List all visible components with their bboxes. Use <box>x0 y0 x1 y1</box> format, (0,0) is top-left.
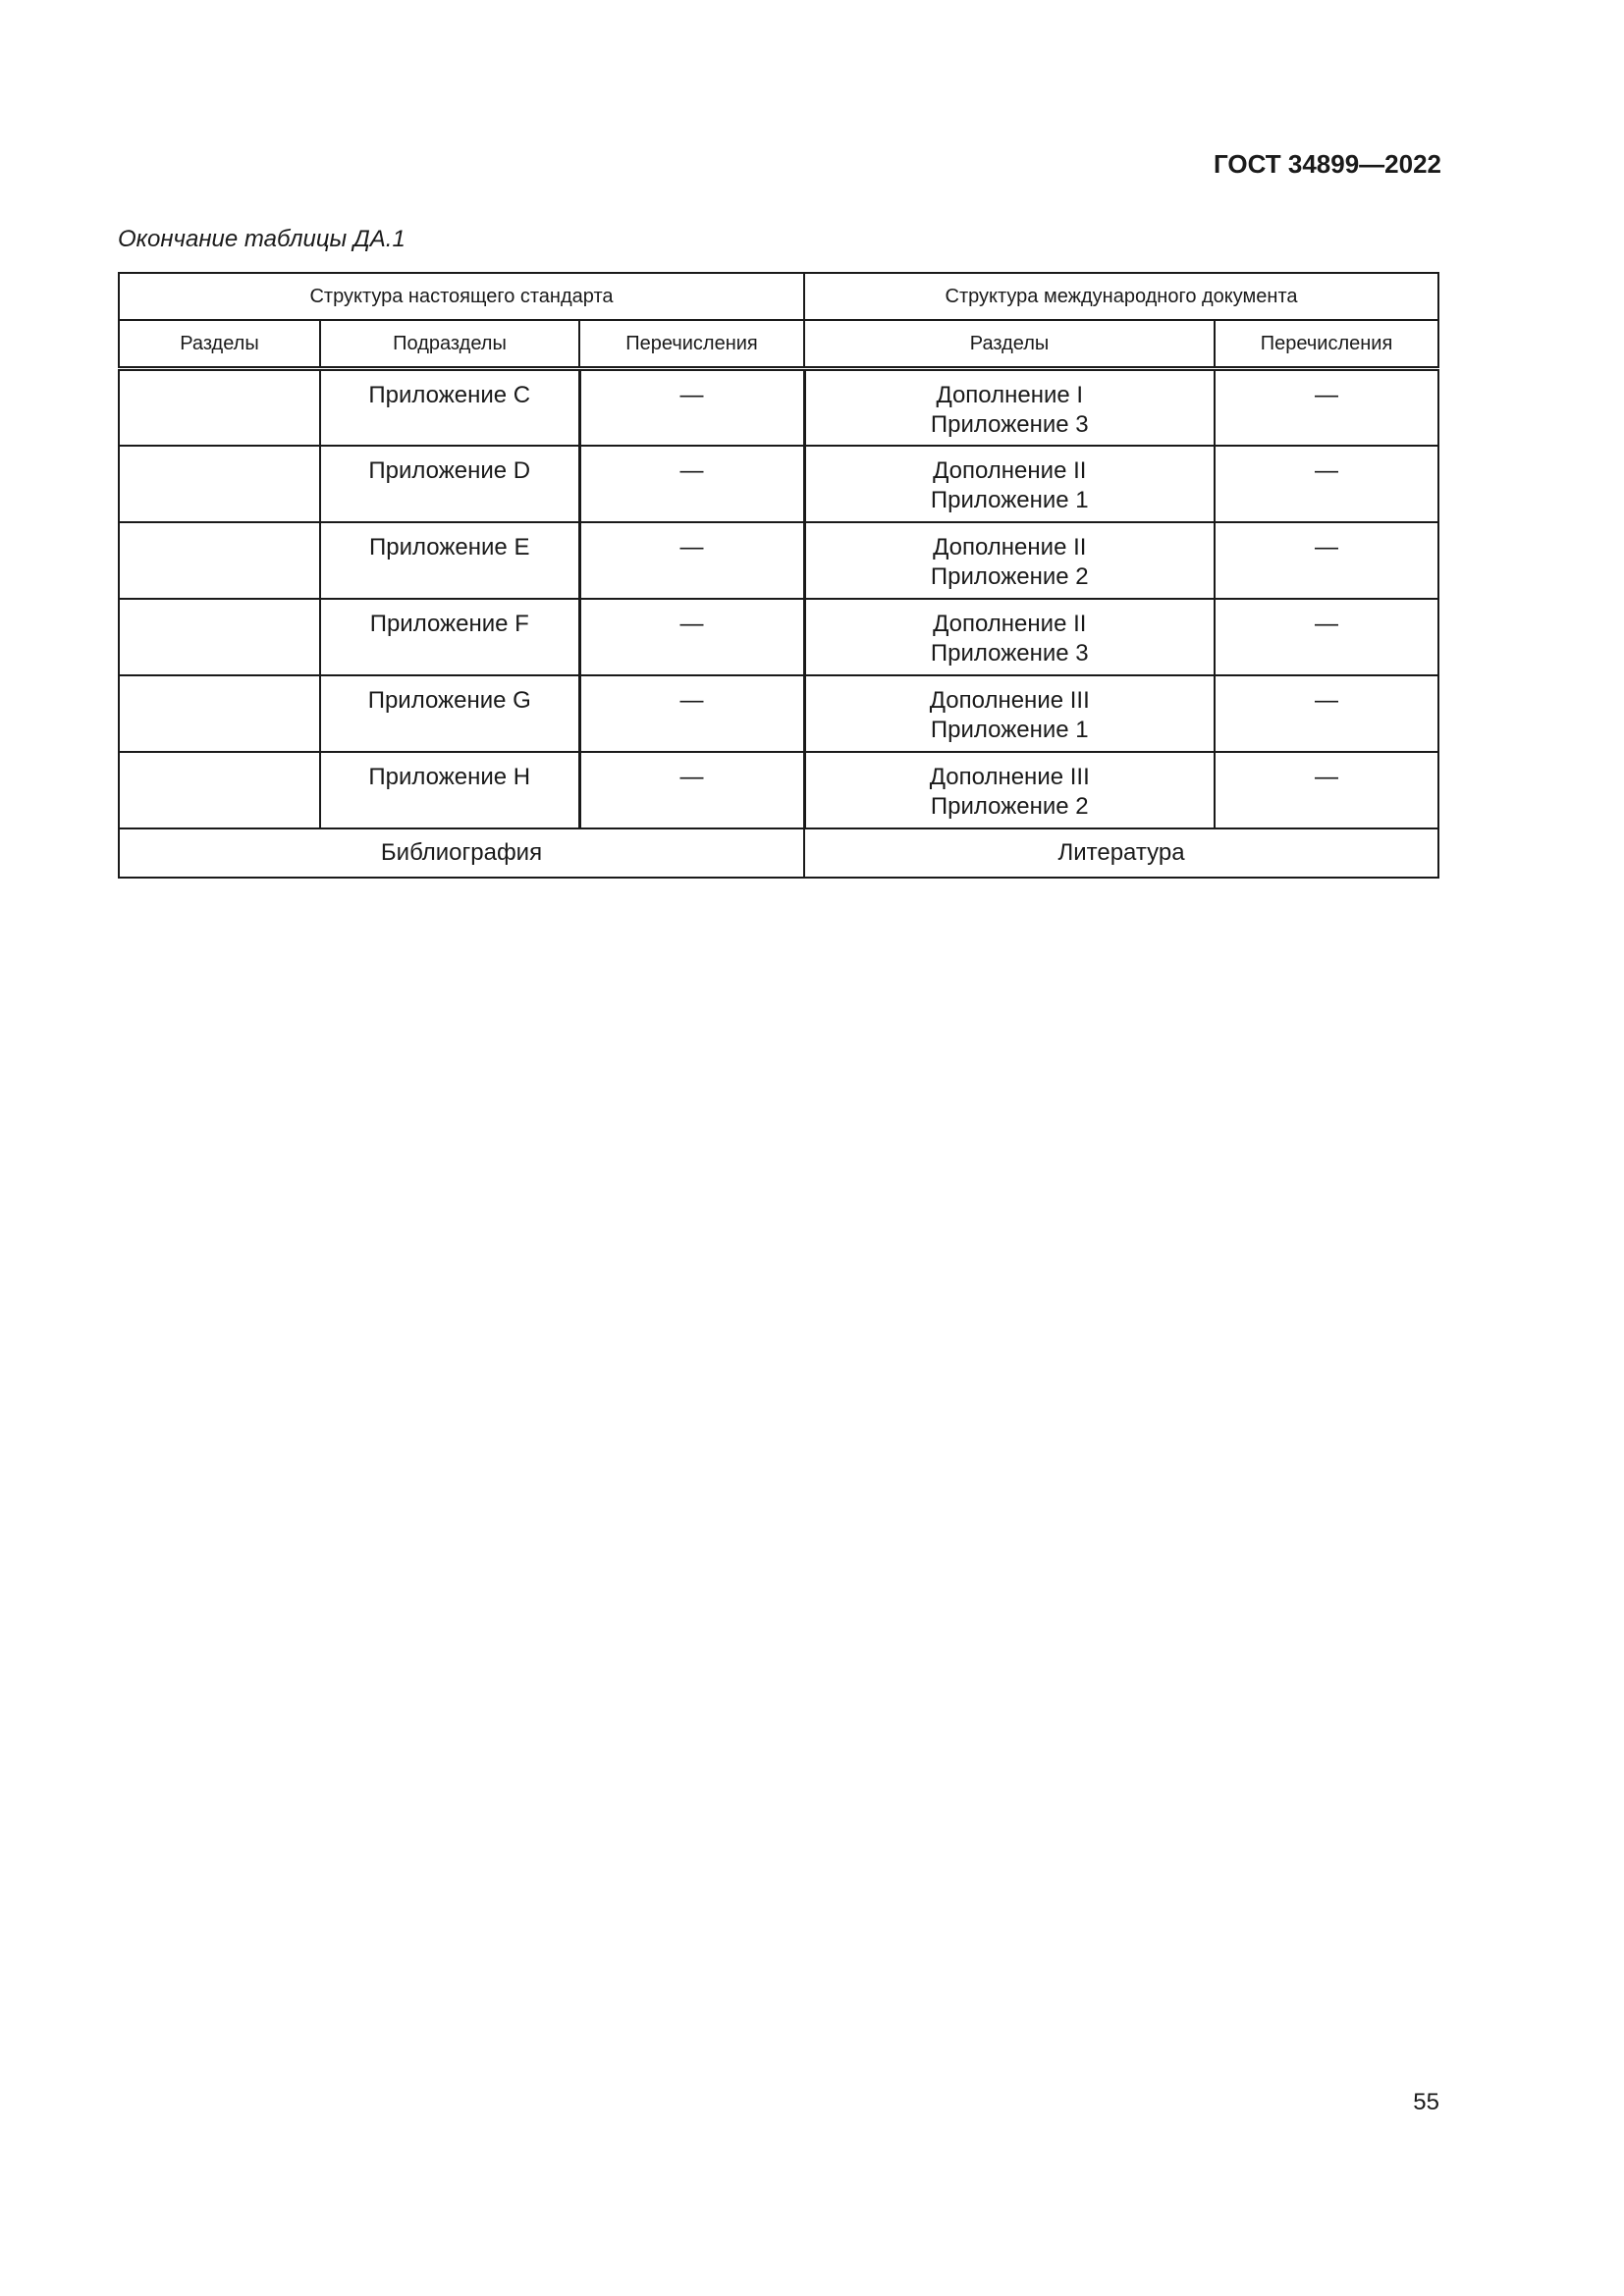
cell-int-perechisleniya: — <box>1215 369 1438 446</box>
standard-code: ГОСТ 34899—2022 <box>1214 149 1441 179</box>
int-razdely-line-2: Приложение 1 <box>930 716 1089 743</box>
cell-perechisleniya: — <box>579 599 804 675</box>
cell-literature: Литература <box>804 828 1438 878</box>
table-row <box>119 446 1438 522</box>
int-razdely-line-1: Дополнение II <box>933 533 1087 561</box>
cell-int-perechisleniya: — <box>1215 446 1438 522</box>
int-razdely-line-1: Дополнение II <box>933 456 1087 484</box>
cell-int-perechisleniya: — <box>1215 522 1438 599</box>
cell-razdely <box>119 675 320 752</box>
int-razdely-line-1: Дополнение I <box>936 382 1084 408</box>
cell-int-razdely <box>804 752 1215 828</box>
cell-perechisleniya: — <box>579 446 804 522</box>
cell-podrazdely: Приложение F <box>320 599 579 675</box>
int-razdely-line-2: Приложение 2 <box>930 562 1089 590</box>
cell-int-razdely <box>804 446 1215 522</box>
column-header-int-perechisleniya: Перечисления <box>1215 320 1438 369</box>
column-header-podrazdely: Подразделы <box>320 320 579 369</box>
table-footer-row <box>119 828 1438 878</box>
cell-int-razdely <box>804 522 1215 599</box>
int-razdely-line-2: Приложение 3 <box>930 411 1089 438</box>
cell-razdely <box>119 599 320 675</box>
page-number: 55 <box>1413 2089 1439 2115</box>
table-row <box>119 599 1438 675</box>
int-razdely-line-1: Дополнение III <box>929 686 1090 714</box>
column-header-perechisleniya: Перечисления <box>579 320 804 369</box>
cell-podrazdely: Приложение Н <box>320 752 579 828</box>
cell-int-perechisleniya: — <box>1215 599 1438 675</box>
cell-perechisleniya: — <box>579 752 804 828</box>
cell-int-perechisleniya: — <box>1215 675 1438 752</box>
cell-int-razdely <box>804 599 1215 675</box>
cell-razdely <box>119 752 320 828</box>
table-caption: Окончание таблицы ДА.1 <box>118 226 406 252</box>
table-row <box>119 369 1438 446</box>
int-razdely-line-2: Приложение 1 <box>930 486 1089 513</box>
column-header-int-razdely: Разделы <box>804 320 1215 369</box>
cell-perechisleniya: — <box>579 369 804 446</box>
cell-int-perechisleniya: — <box>1215 752 1438 828</box>
cell-podrazdely: Приложение Е <box>320 522 579 599</box>
cell-razdely <box>119 446 320 522</box>
cell-int-razdely <box>804 675 1215 752</box>
table-row <box>119 675 1438 752</box>
correspondence-table <box>118 272 1439 879</box>
cell-podrazdely: Приложение G <box>320 675 579 752</box>
int-razdely-line-1: Дополнение III <box>929 763 1090 790</box>
cell-podrazdely: Приложение D <box>320 446 579 522</box>
group-header-international-document: Структура международного документа <box>804 273 1438 320</box>
cell-perechisleniya: — <box>579 675 804 752</box>
cell-razdely <box>119 522 320 599</box>
cell-int-razdely <box>804 369 1215 446</box>
cell-bibliography: Библиография <box>119 828 804 878</box>
cell-perechisleniya: — <box>579 522 804 599</box>
table-row <box>119 752 1438 828</box>
table-row <box>119 522 1438 599</box>
group-header-this-standard: Структура настоящего стандарта <box>119 273 804 320</box>
cell-podrazdely: Приложение С <box>320 369 579 446</box>
column-header-razdely: Разделы <box>119 320 320 369</box>
cell-razdely <box>119 369 320 446</box>
int-razdely-line-2: Приложение 2 <box>930 792 1089 820</box>
int-razdely-line-2: Приложение 3 <box>930 639 1089 667</box>
int-razdely-line-1: Дополнение II <box>933 610 1087 637</box>
